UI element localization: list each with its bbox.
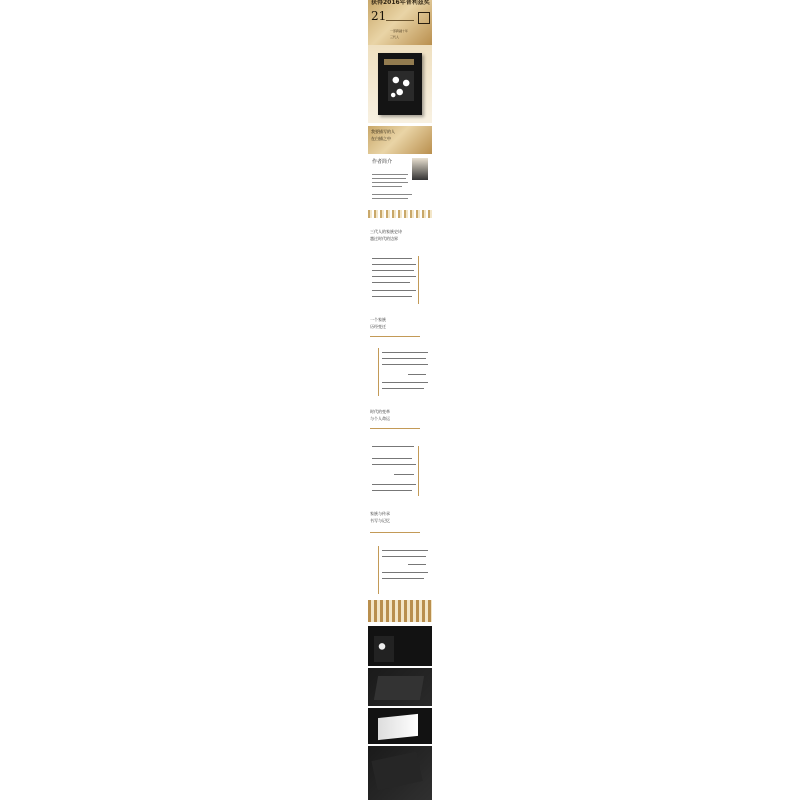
divider xyxy=(386,20,414,21)
section-2-heading-2: 越过时代的边界 xyxy=(370,236,398,241)
banner-title: 获得2016年普利兹奖 xyxy=(371,0,430,6)
tagline-2: 三代人 xyxy=(390,35,400,39)
section-4 xyxy=(368,408,432,500)
quote-banner xyxy=(368,126,432,154)
author-photo xyxy=(412,158,428,180)
product-detail-strip xyxy=(368,0,432,800)
product-photo-2 xyxy=(368,668,432,706)
stripe-band xyxy=(368,210,432,218)
section-4-heading-1: 时代的变革 xyxy=(370,409,390,414)
section-3 xyxy=(368,316,432,400)
quote-line-2: 在白描之中 xyxy=(371,136,391,141)
tagline-1: 一部跨越十年 xyxy=(390,29,409,33)
author-section xyxy=(368,156,432,206)
section-4-heading-2: 与个人命运 xyxy=(370,416,390,421)
top-banner xyxy=(368,0,432,45)
author-label: 作者简介 xyxy=(372,159,393,165)
square-icon xyxy=(418,12,430,24)
section-2-heading-1: 三代人的家族史诗 xyxy=(370,229,402,234)
product-photo-1 xyxy=(368,626,432,666)
book-cover xyxy=(378,53,422,115)
product-photo-3 xyxy=(368,708,432,744)
section-5-heading-1: 家族与传承 xyxy=(370,511,390,516)
section-5-heading-2: 书写与记忆 xyxy=(370,518,390,523)
section-5 xyxy=(368,508,432,600)
big-number: 21 xyxy=(371,9,387,23)
section-3-heading-1: 一个家族 xyxy=(370,317,386,322)
section-2 xyxy=(368,228,432,308)
gold-stripe-band xyxy=(368,600,432,622)
quote-line-1: 我要描写的人 xyxy=(371,129,395,134)
section-3-heading-2: 历经变迁 xyxy=(370,324,386,329)
cover-section xyxy=(368,45,432,123)
cover-art xyxy=(388,71,414,101)
product-photo-4 xyxy=(368,746,432,800)
cover-title xyxy=(384,59,414,65)
